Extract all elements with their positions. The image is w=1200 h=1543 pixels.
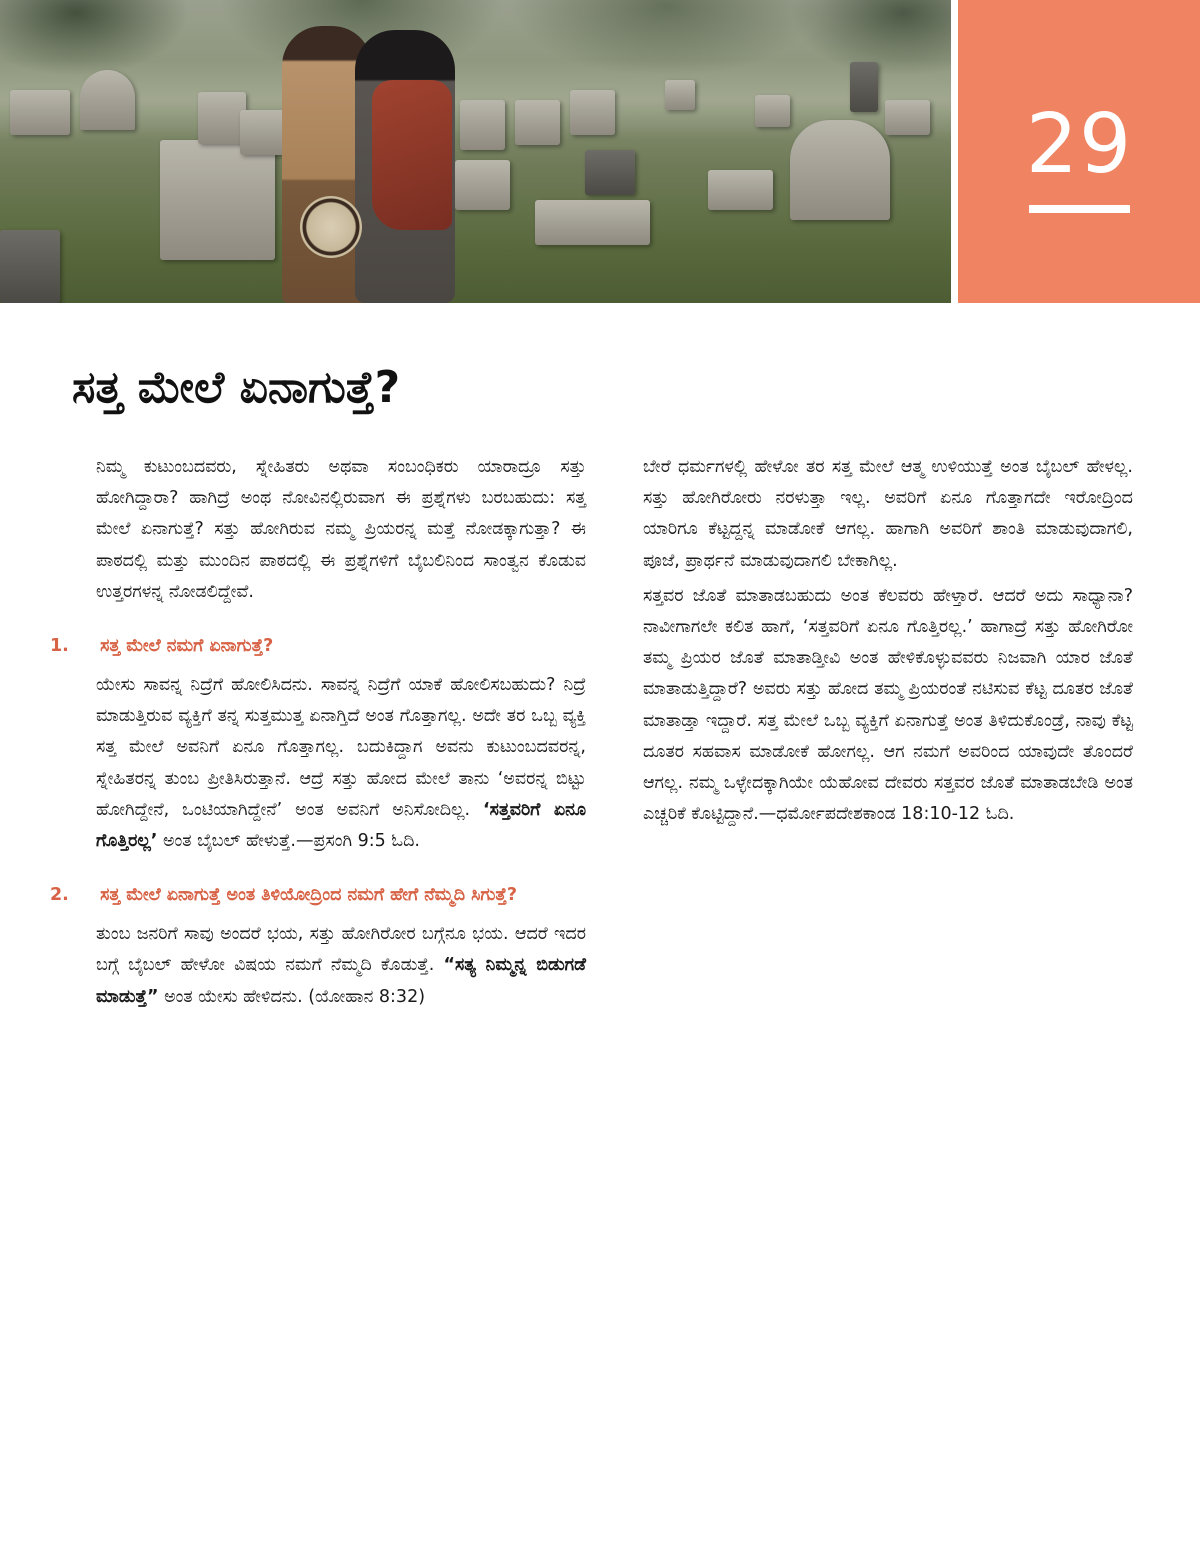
answer-1-bold: ‘ಸತ್ತವರಿಗೆ ಏನೂ ಗೊತ್ತಿರಲ್ಲ’ [96,799,587,852]
right-paragraph-1: ಬೇರೆ ಧರ್ಮಗಳಲ್ಲಿ ಹೇಳೋ ತರ ಸತ್ತ ಮೇಲೆ ಆತ್ಮ ಉಳಿಯುತ್ತೆ ಅಂತ ಬೈಬಲ್ ಹೇಳಲ್ಲ. ಸತ್ತು ಹೋಗಿರೋರು ನರಳುತ್ತಾ ಇಲ್ಲ. ಅವರಿಗೆ ಏನೂ ಗೊತ್ತಾಗದೇ ಇರೋದ್ರಿಂದ ಯಾರಿಗೂ ಕೆಟ್ಟದ್ದನ್ನ ಮಾಡೋಕೆ ಆಗಲ್ಲ. ಹಾಗಾಗಿ ಅವರಿಗೆ ಶಾಂತಿ ಮಾಡುವುದಾಗಲಿ, ಪೂಜೆ, ಪ್ರಾರ್ಥನೆ ಮಾಡುವುದಾಗಲಿ ಬೇಕಾಗಿಲ್ಲ. [643,457,1133,571]
left-column [50,452,587,1017]
gravestone-goode [160,140,275,260]
question-1-text: ಸತ್ತ ಮೇಲೆ ನಮಗೆ ಏನಾಗುತ್ತೆ? [100,636,274,657]
gravestone [515,100,560,145]
header-photo [0,0,951,303]
gravestone [850,62,878,112]
intro-paragraph: ನಿಮ್ಮ ಕುಟುಂಬದವರು, ಸ್ನೇಹಿತರು ಅಥವಾ ಸಂಬಂಧಿಕರು ಯಾರಾದ್ರೂ ಸತ್ತು ಹೋಗಿದ್ದಾರಾ? ಹಾಗಿದ್ರೆ ಅಂಥ ನೋವಿನಲ್ಲಿರುವಾಗ ಈ ಪ್ರಶ್ನೆಗಳು ಬರಬಹುದು: ಸತ್ತ ಮೇಲೆ ಏನಾಗುತ್ತೆ? ಸತ್ತು ಹೋಗಿರುವ ನಮ್ಮ ಪ್ರಿಯರನ್ನ ಮತ್ತೆ ನೋಡಕ್ಕಾಗುತ್ತಾ? ಈ ಪಾಠದಲ್ಲಿ ಮತ್ತು ಮುಂದಿನ ಪಾಠದಲ್ಲಿ ಈ ಪ್ರಶ್ನೆಗಳಿಗೆ ಬೈಬಲಿನಿಂದ ಸಾಂತ್ವನ ಕೊಡುವ ಉತ್ತರಗಳನ್ನ ನೋಡಲಿದ್ದೇವೆ. [96,457,586,602]
answer-2-text: ತುಂಬ ಜನರಿಗೆ ಸಾವು ಅಂದರೆ ಭಯ, ಸತ್ತು ಹೋಗಿರೋರ ಬಗ್ಗೆನೂ ಭಯ. ಆದರೆ ಇದರ ಬಗ್ಗೆ ಬೈಬಲ್ ಹೇಳೋ ವಿಷಯ ನಮಗೆ ನೆಮ್ಮದಿ ಕೊಡುತ್ತೆ. [96,924,586,976]
right-column [643,452,1133,834]
gravestone [708,170,773,210]
question-2 [50,879,586,911]
gravestone [585,150,635,195]
question-1-number: 1. [50,636,69,657]
answer-1-text: ಯೇಸು ಸಾವನ್ನ ನಿದ್ರೆಗೆ ಹೋಲಿಸಿದನು. ಸಾವನ್ನ ನಿದ್ರೆಗೆ ಯಾಕೆ ಹೋಲಿಸಬಹುದು? ನಿದ್ರೆ ಮಾಡುತ್ತಿರುವ ವ್ಯಕ್ತಿಗೆ ತನ್ನ ಸುತ್ತಮುತ್ತ ಏನಾಗ್ತಿದೆ ಅಂತ ಗೊತ್ತಾಗಲ್ಲ. ಅದೇ ತರ ಒಬ್ಬ ವ್ಯಕ್ತಿ ಸತ್ತ ಮೇಲೆ ಅವನಿಗೆ ಏನೂ ಗೊತ್ತಾಗಲ್ಲ. ಬದುಕಿದ್ದಾಗ ಅವನು ಕುಟುಂಬದವರನ್ನ, ಸ್ನೇಹಿತರನ್ನ ತುಂಬ ಪ್ರೀತಿಸಿರುತ್ತಾನೆ. ಆದ್ರೆ ಸತ್ತು ಹೋದ ಮೇಲೆ ತಾನು ‘ಅವರನ್ನ ಬಿಟ್ಟು ಹೋಗಿದ್ದೇನೆ, ಒಂಟಿಯಾಗಿದ್ದೇನೆ’ ಅಂತ ಅವನಿಗೆ ಅನಿಸೋದಿಲ್ಲ. [96,675,586,820]
gravestone [198,92,246,144]
red-shawl [372,80,452,230]
question-2-text: ಸತ್ತ ಮೇಲೆ ಏನಾಗುತ್ತೆ ಅಂತ ತಿಳಿಯೋದ್ರಿಂದ ನಮಗೆ ಹೇಗೆ ನೆಮ್ಮದಿ ಸಿಗುತ್ತೆ? [100,885,518,906]
answer-2-citation: ಅಂತ ಯೇಸು ಹೇಳಿದನು. (ಯೋಹಾನ 8:32) [158,986,426,1007]
question-1 [50,630,586,662]
right-paragraph-2: ಸತ್ತವರ ಜೊತೆ ಮಾತಾಡಬಹುದು ಅಂತ ಕೆಲವರು ಹೇಳ್ತಾರೆ. ಆದರೆ ಅದು ಸಾಧ್ಯಾನಾ? ನಾವೀಗಾಗಲೇ ಕಲಿತ ಹಾಗೆ, ‘ಸತ್ತವರಿಗೆ ಏನೂ ಗೊತ್ತಿರಲ್ಲ.’ ಹಾಗಾದ್ರೆ ಸತ್ತು ಹೋಗಿರೋ ತಮ್ಮ ಪ್ರಿಯರ ಜೊತೆ ಮಾತಾಡ್ತೀವಿ ಅಂತ ಹೇಳಿಕೊಳ್ಳುವವರು ನಿಜವಾಗಿ ಯಾರ ಜೊತೆ ಮಾತಾಡುತ್ತಿದ್ದಾರೆ? ಅವರು ಸತ್ತು ಹೋದ ತಮ್ಮ ಪ್ರಿಯರಂತೆ ನಟಿಸುವ ಕೆಟ್ಟ ದೂತರ ಜೊತೆ ಮಾತಾಡ್ತಾ ಇದ್ದಾರೆ. ಸತ್ತ ಮೇಲೆ ಒಬ್ಬ ವ್ಯಕ್ತಿಗೆ ಏನಾಗುತ್ತೆ ಅಂತ ತಿಳಿದುಕೊಂಡ್ರೆ, ನಾವು ಕೆಟ್ಟ ದೂತರ ಸಹವಾಸ ಮಾಡೋಕೆ ಹೋಗಲ್ಲ. ಆಗ ನಮಗೆ ಅವರಿಂದ ಯಾವುದೇ ತೊಂದರೆ ಆಗಲ್ಲ. ನಮ್ಮ ಒಳ್ಳೇದಕ್ಕಾಗಿಯೇ ಯೆಹೋವ ದೇವರು ಸತ್ತವರ ಜೊತೆ ಮಾತಾಡಬೇಡಿ ಅಂತ ಎಚ್ಚರಿಕೆ ಕೊಟ್ಟಿದ್ದಾನೆ.—ಧರ್ಮೋಪದೇಶಕಾಂಡ 18:10-12 ಓದಿ. [643,585,1133,825]
lesson-number-underline [1029,205,1130,213]
lesson-number-box [958,0,1200,303]
page-title: ಸತ್ತ ಮೇಲೆ ಏನಾಗುತ್ತೆ? [72,362,401,413]
gravestone [665,80,695,110]
answer-1-paragraph [96,670,586,857]
gravestone [455,160,510,210]
gravestone [80,70,135,130]
gravestone-jung [535,200,650,245]
hat [300,196,362,258]
gravestone [885,100,930,135]
answer-1-citation: ಅಂತ ಬೈಬಲ್ ಹೇಳುತ್ತೆ.—ಪ್ರಸಂಗಿ 9:5 ಓದಿ. [157,831,420,852]
gravestone [755,95,790,127]
answer-2-bold: “ಸತ್ಯ ನಿಮ್ಮನ್ನ ಬಿಡುಗಡೆ ಮಾಡುತ್ತೆ” [96,955,586,1007]
gravestone [240,110,285,155]
gravestone [570,90,615,135]
gravestone [10,90,70,135]
answer-2-paragraph [96,919,586,1013]
lesson-number: 29 [1025,97,1133,192]
gravestone [460,100,505,150]
question-2-number: 2. [50,885,69,906]
gravestone [0,230,60,303]
gravestone-skinner [790,120,890,220]
